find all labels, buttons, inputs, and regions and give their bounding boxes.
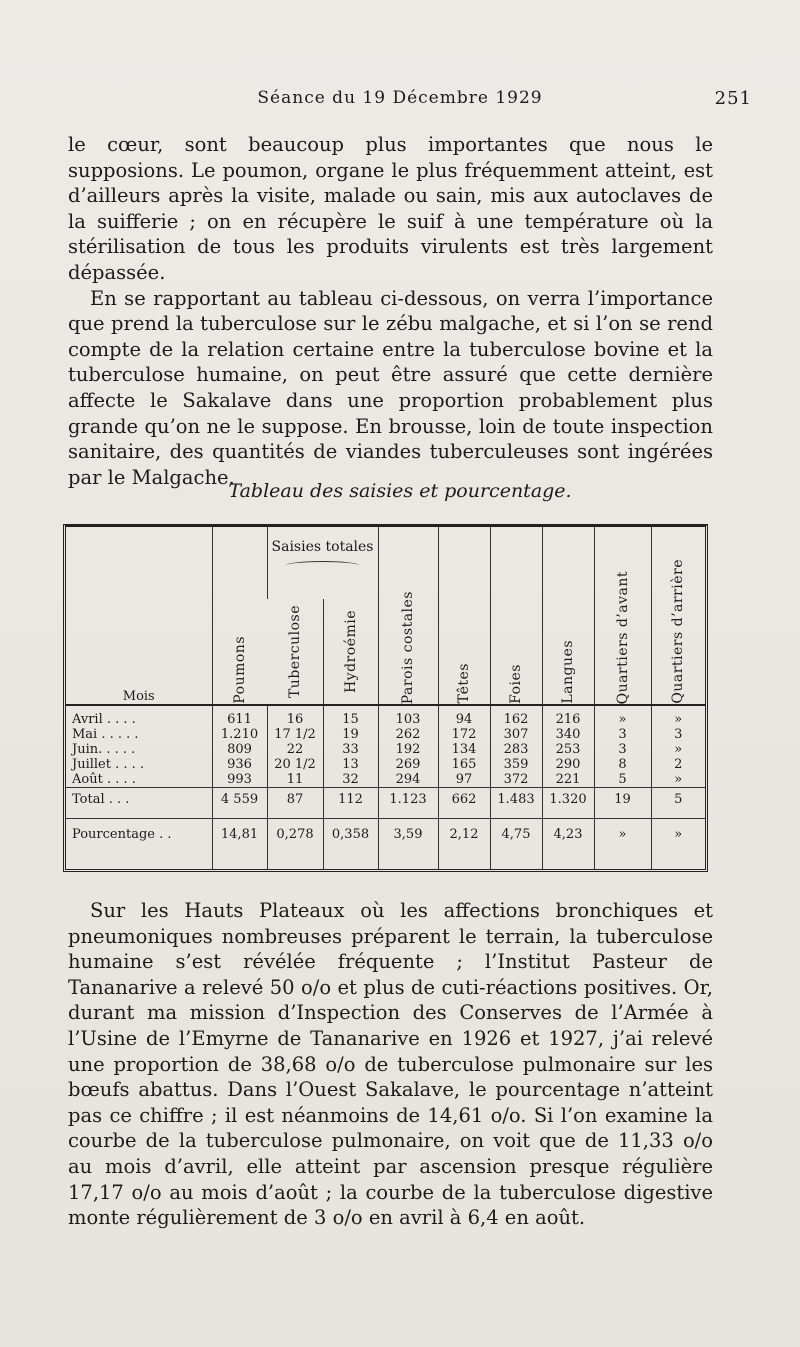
- header-hydroemie: Hydroémie: [323, 599, 378, 705]
- header-langues: Langues: [542, 527, 594, 705]
- header-quartiers-arriere: Quartiers d’arrière: [651, 527, 705, 705]
- table-row: Juin. . . . . 809 22 33 192 134 283 253 3 »: [66, 742, 705, 757]
- table-row: Juillet . . . . 936 20 1/2 13 269 165 359 290 8 2: [66, 757, 705, 772]
- body-text-top: [68, 132, 713, 490]
- table-row: Août . . . . 993 11 32 294 97 372 221 5 »: [66, 772, 705, 788]
- table-row: Avril . . . . 611 16 15 103 94 162 216 » »: [66, 712, 705, 727]
- header-quartiers-avant: Quartiers d’avant: [594, 527, 651, 705]
- header-title: Séance du 19 Décembre 1929: [257, 88, 543, 108]
- page-number: 251: [714, 88, 752, 109]
- total-row: Total . . . 4 559 87 112 1.123 662 1.483 1.320 19 5: [66, 788, 705, 819]
- percentage-row: Pourcentage . . 14,81 0,278 0,358 3,59 2,12 4,75 4,23 » »: [66, 819, 705, 858]
- header-tetes: Têtes: [438, 527, 490, 705]
- brace: [286, 561, 359, 570]
- table-row: Mai . . . . . 1.210 17 1/2 19 262 172 307 340 3 3: [66, 727, 705, 742]
- body-text-bottom: [68, 898, 713, 1231]
- paragraph: En se rapportant au tableau ci-dessous, on verra l’importance que prend la tuberculose sur le zébu malgache, et si l’on se rend compte de la relation certaine entre la tuberculose bovine et la tuberculose humaine, on peut être assuré que cette dernière affecte le Sakalave dans une proportion probablement plus grande qu’on ne le suppose. En brousse, loin de toute inspection sanitaire, des quantités de viandes tuberculeuses sont ingérées par le Malgache.: [68, 286, 713, 489]
- paragraph: Sur les Hauts Plateaux où les affections bronchiques et pneumoniques nombreuses préparent le terrain, la tuberculose humaine s’est révélée fréquente ; l’Institut Pasteur de Tananarive a relevé 50 o/o et plus de cuti-réactions positives. Or, durant ma mission d’Inspection des Conserves de l’Armée à l’Usine de l’Emyrne de Tananarive en 1926 et 1927, j’ai relevé une proportion de 38,68 o/o de tuberculose pulmonaire sur les bœufs abattus. Dans l’Ouest Sakalave, le pourcentage n’atteint pas ce chiffre ; il est néanmoins de 14,61 o/o. Si l’on examine la courbe de la tuberculose pulmonaire, on voit que de 11,33 o/o au mois d’avril, elle atteint par ascension presque régulière 17,17 o/o au mois d’août ; la courbe de la tuberculose digestive monte régulièrement de 3 o/o en avril à 6,4 en août.: [68, 899, 713, 1230]
- header-mois: Mois: [66, 527, 212, 705]
- running-header: [70, 88, 752, 114]
- header-parois: Parois costales: [378, 527, 438, 705]
- paragraph: le cœur, sont beaucoup plus importantes que nous le supposions. Le poumon, organe le plus fréquemment atteint, est d’ailleurs après la visite, malade ou sain, mis aux autoclaves de la suifferie ; on en récupère le suif à une température où la stérilisation de tous les produits virulents est très largement dépassée.: [68, 133, 713, 284]
- header-tuberculose: Tuberculose: [267, 599, 323, 705]
- header-foies: Foies: [490, 527, 542, 705]
- header-poumons: Poumons: [212, 527, 267, 705]
- table-caption: Tableau des saisies et pourcentage.: [228, 480, 572, 502]
- seizure-table: [63, 524, 708, 872]
- header-saisies-totales: Saisies totales: [267, 527, 378, 599]
